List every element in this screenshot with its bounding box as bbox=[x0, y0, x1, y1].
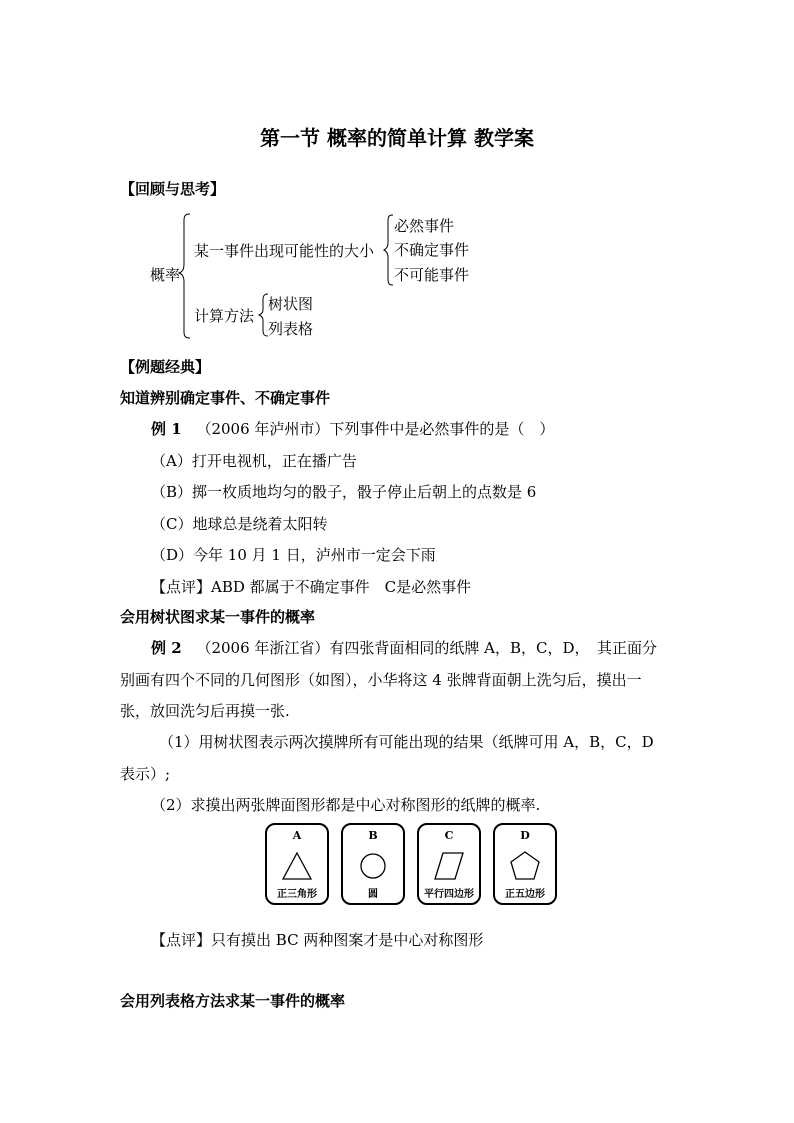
card-d-name: 正五边形 bbox=[505, 889, 545, 900]
example2-label: 例 2 bbox=[151, 639, 182, 657]
example1-line bbox=[151, 418, 554, 439]
example1-text: （2006 年泸州市）下列事件中是必然事件的是（ ） bbox=[196, 420, 555, 438]
section1-heading: 知道辨别确定事件、不确定事件 bbox=[120, 389, 331, 407]
card-c-name: 平行四边形 bbox=[424, 889, 474, 900]
section3-heading: 会用列表格方法求某一事件的概率 bbox=[120, 992, 346, 1010]
method-table: 列表格 bbox=[268, 320, 314, 338]
card-c-letter: C bbox=[444, 829, 454, 842]
example1-label: 例 1 bbox=[151, 420, 182, 438]
card-d-letter: D bbox=[520, 829, 530, 842]
examples-heading: 【例题经典】 bbox=[120, 358, 211, 376]
mindmap-branch-methods: 计算方法 bbox=[194, 307, 255, 325]
review-heading: 【回顾与思考】 bbox=[120, 180, 226, 198]
card-b-name: 圆 bbox=[368, 889, 378, 900]
card-d bbox=[493, 823, 557, 905]
card-b bbox=[341, 823, 405, 905]
method-tree: 树状图 bbox=[268, 295, 314, 313]
question2: （2）求摸出两张牌面图形都是中心对称图形的纸牌的概率. bbox=[151, 796, 541, 814]
example2-text: （2006 年浙江省）有四张背面相同的纸牌 A，B，C，D， 其正面分 bbox=[196, 639, 658, 657]
card-a-name: 正三角形 bbox=[277, 889, 317, 900]
root-brace bbox=[178, 212, 192, 340]
card-a bbox=[265, 823, 329, 905]
card-c bbox=[417, 823, 481, 905]
example2-line2: 别画有四个不同的几何图形（如图），小华将这 4 张牌背面朝上洗匀后，摸出一 bbox=[120, 671, 642, 689]
option-d: （D）今年 10 月 1 日，泸州市一定会下雨 bbox=[151, 546, 436, 564]
event-uncertain: 不确定事件 bbox=[394, 241, 470, 259]
card-b-letter: B bbox=[368, 829, 378, 842]
event-certain: 必然事件 bbox=[394, 217, 455, 235]
mindmap-root: 概率 bbox=[150, 266, 181, 284]
question1-line2: 表示）; bbox=[120, 765, 171, 783]
example1-comment: 【点评】ABD 都属于不确定事件 C是必然事件 bbox=[151, 578, 472, 596]
option-a: （A）打开电视机，正在播广告 bbox=[151, 452, 357, 470]
page-title: 第一节 概率的简单计算 教学案 bbox=[260, 126, 534, 150]
example2-line3: 张，放回洗匀后再摸一张. bbox=[120, 702, 290, 720]
example2-line1 bbox=[151, 637, 657, 658]
example2-comment: 【点评】只有摸出 BC 两种图案才是中心对称图形 bbox=[151, 931, 484, 949]
question1-line1: （1）用树状图表示两次摸牌所有可能出现的结果（纸牌可用 A，B，C，D bbox=[159, 733, 654, 751]
event-impossible: 不可能事件 bbox=[394, 266, 470, 284]
mindmap-branch-likelihood: 某一事件出现可能性的大小 bbox=[194, 242, 375, 260]
option-c: （C）地球总是绕着太阳转 bbox=[151, 515, 328, 533]
section2-heading: 会用树状图求某一事件的概率 bbox=[120, 608, 316, 626]
card-a-letter: A bbox=[292, 829, 302, 842]
option-b: （B）掷一枚质地均匀的骰子，骰子停止后朝上的点数是 6 bbox=[151, 483, 537, 501]
